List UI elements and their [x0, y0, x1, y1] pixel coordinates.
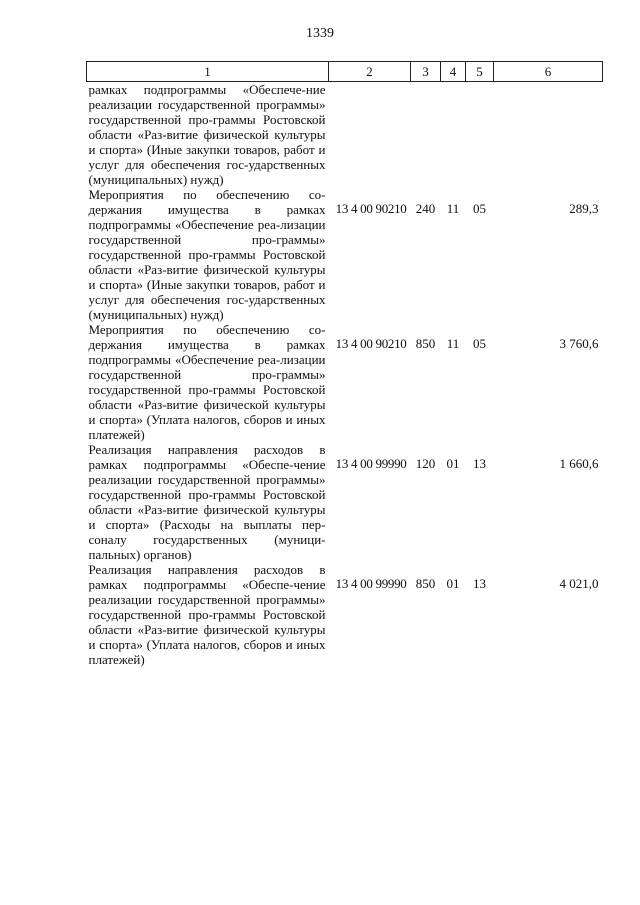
row-amount: 1 660,6: [559, 456, 599, 471]
header-col-3: 3: [411, 62, 441, 82]
row-section: [441, 82, 466, 188]
row-expense-type: 120: [415, 456, 436, 471]
table-row: [87, 322, 603, 442]
row-amount: 289,3: [569, 201, 599, 216]
row-amount: [494, 82, 603, 188]
header-row: [87, 62, 603, 82]
table-row: [87, 82, 603, 188]
table-row: [87, 442, 603, 562]
row-expense-type: 850: [415, 576, 436, 591]
row-section: 11: [446, 201, 460, 216]
row-section: 11: [446, 336, 460, 351]
row-target-code: [329, 82, 411, 188]
page-number: 1339: [306, 26, 334, 41]
row-target-code: 13 4 00 99990: [335, 456, 407, 471]
row-subsection: [466, 82, 494, 188]
row-description: Реализация направления расходов в рамках подпрограммы «Обеспе-чение реализации государственной программы» государственной про-граммы Ростовской области «Раз-витие физической культуры и спорта» (Расходы на выплаты пер-соналу государственных (муници-пальных) органов): [88, 442, 326, 562]
header-col-1: 1: [87, 62, 329, 82]
table-row: [87, 562, 603, 667]
header-col-4: 4: [441, 62, 466, 82]
row-description: Мероприятия по обеспечению со-держания имущества в рамках подпрограммы «Обеспечение реа-лизации государственной про-граммы» государственной про-граммы Ростовской области «Раз-витие физической культуры и спорта» (Иные закупки товаров, работ и услуг для обеспечения гос-ударственных (муниципальных) нужд): [88, 187, 326, 322]
row-description: Реализация направления расходов в рамках подпрограммы «Обеспе-чение реализации государственной программы» государственной про-граммы Ростовской области «Раз-витие физической культуры и спорта» (Уплата налогов, сборов и иных платежей): [88, 562, 326, 667]
row-section: 01: [446, 576, 460, 591]
row-description: рамках подпрограммы «Обеспече-ние реализации государственной программы» государственной про-граммы Ростовской области «Раз-витие физической культуры и спорта» (Иные закупки товаров, работ и услуг для обеспечения гос-ударственных (муниципальных) нужд): [88, 82, 326, 187]
row-subsection: 05: [473, 336, 486, 351]
row-target-code: 13 4 00 90210: [335, 201, 407, 216]
row-expense-type: [411, 82, 441, 188]
row-amount: 4 021,0: [559, 576, 599, 591]
row-expense-type: 240: [415, 201, 436, 216]
row-section: 01: [446, 456, 460, 471]
budget-table: [86, 61, 603, 667]
header-col-6: 6: [494, 62, 603, 82]
header-col-2: 2: [329, 62, 411, 82]
row-target-code: 13 4 00 90210: [335, 336, 407, 351]
row-description: Мероприятия по обеспечению со-держания имущества в рамках подпрограммы «Обеспечение реа-лизации государственной про-граммы» государственной про-граммы Ростовской области «Раз-витие физической культуры и спорта» (Уплата налогов, сборов и иных платежей): [88, 322, 326, 442]
row-subsection: 13: [473, 456, 486, 471]
row-expense-type: 850: [415, 336, 436, 351]
header-col-5: 5: [466, 62, 494, 82]
row-target-code: 13 4 00 99990: [335, 576, 407, 591]
row-subsection: 05: [473, 201, 486, 216]
table-row: [87, 187, 603, 322]
row-amount: 3 760,6: [559, 336, 599, 351]
row-subsection: 13: [473, 576, 486, 591]
